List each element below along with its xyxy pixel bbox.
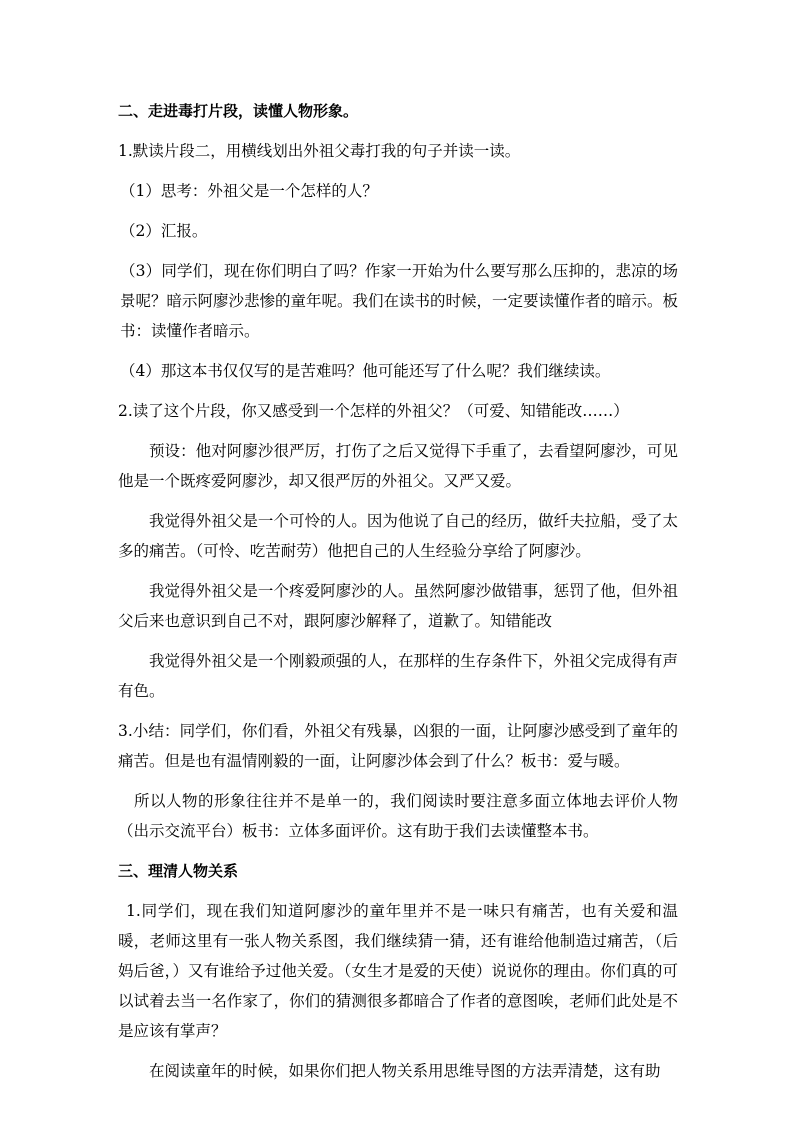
paragraph-item-1: 1.默读片段二，用横线划出外祖父毒打我的句子并读一读。 [118, 142, 521, 160]
paragraph-item-1-2: （2）汇报。 [120, 222, 208, 240]
paragraph-item-2: 2.读了这个片段，你又感受到一个怎样的外祖父？（可爱、知错能改……） [118, 402, 629, 420]
paragraph-item-1-1: （1）思考：外祖父是一个怎样的人？ [120, 182, 378, 200]
paragraph-preset: 预设：他对阿廖沙很严厉，打伤了之后又觉得下手重了，去看望阿廖沙，可见他是一个既疼爱阿廖沙，却又很严厉的外祖父。又严又爱。 [118, 442, 678, 490]
paragraph-item-1-3: （3）同学们，现在你们明白了吗？作家一开始为什么要写那么压抑的，悲凉的场景呢？暗示阿廖沙悲惨的童年呢。我们在读书的时候，一定要读懂作者的暗示。板书：读懂作者暗示。 [120, 262, 679, 340]
document-page [118, 96, 678, 1086]
section-heading-2: 二、走进毒打片段，读懂人物形象。 [118, 102, 359, 120]
paragraph-opinion-pitiful: 我觉得外祖父是一个可怜的人。因为他说了自己的经历，做纤夫拉船，受了太多的痛苦。（可怜、吃苦耐劳）他把自己的人生经验分享给了阿廖沙。 [118, 512, 678, 560]
paragraph-relationship: 1.同学们，现在我们知道阿廖沙的童年里并不是一味只有痛苦，也有关爱和温暖，老师这里有一张人物关系图，我们继续猜一猜，还有谁给他制造过痛苦，（后妈后爸，）又有谁给予过他关爱。（女生才是爱的天使）说说你的理由。你们真的可以试着去当一名作家了，你们的猜测很多都暗合了作者的意图唉，老师们此处是不是应该有掌声？ [118, 902, 678, 1040]
section-heading-3: 三、理清人物关系 [118, 862, 239, 880]
paragraph-opinion-resilient: 我觉得外祖父是一个刚毅顽强的人，在那样的生存条件下，外祖父完成得有声有色。 [118, 652, 678, 700]
paragraph-item-1-4: （4）那这本书仅仅写的是苦难吗？他可能还写了什么呢？我们继续读。 [120, 362, 611, 380]
paragraph-opinion-caring: 我觉得外祖父是一个疼爱阿廖沙的人。虽然阿廖沙做错事，惩罚了他，但外祖父后来也意识到自己不对，跟阿廖沙解释了，道歉了。知错能改 [118, 582, 678, 630]
paragraph-mindmap: 在阅读童年的时候，如果你们把人物关系用思维导图的方法弄清楚，这有助 [149, 1062, 661, 1080]
paragraph-summary: 3.小结：同学们，你们看，外祖父有残暴，凶狠的一面，让阿廖沙感受到了童年的痛苦。但是也有温情刚毅的一面，让阿廖沙体会到了什么？板书：爱与暖。 [118, 722, 678, 770]
paragraph-summary-cont: 所以人物的形象往往并不是单一的，我们阅读时要注意多面立体地去评价人物（出示交流平台）板书：立体多面评价。这有助于我们去读懂整本书。 [118, 792, 678, 840]
